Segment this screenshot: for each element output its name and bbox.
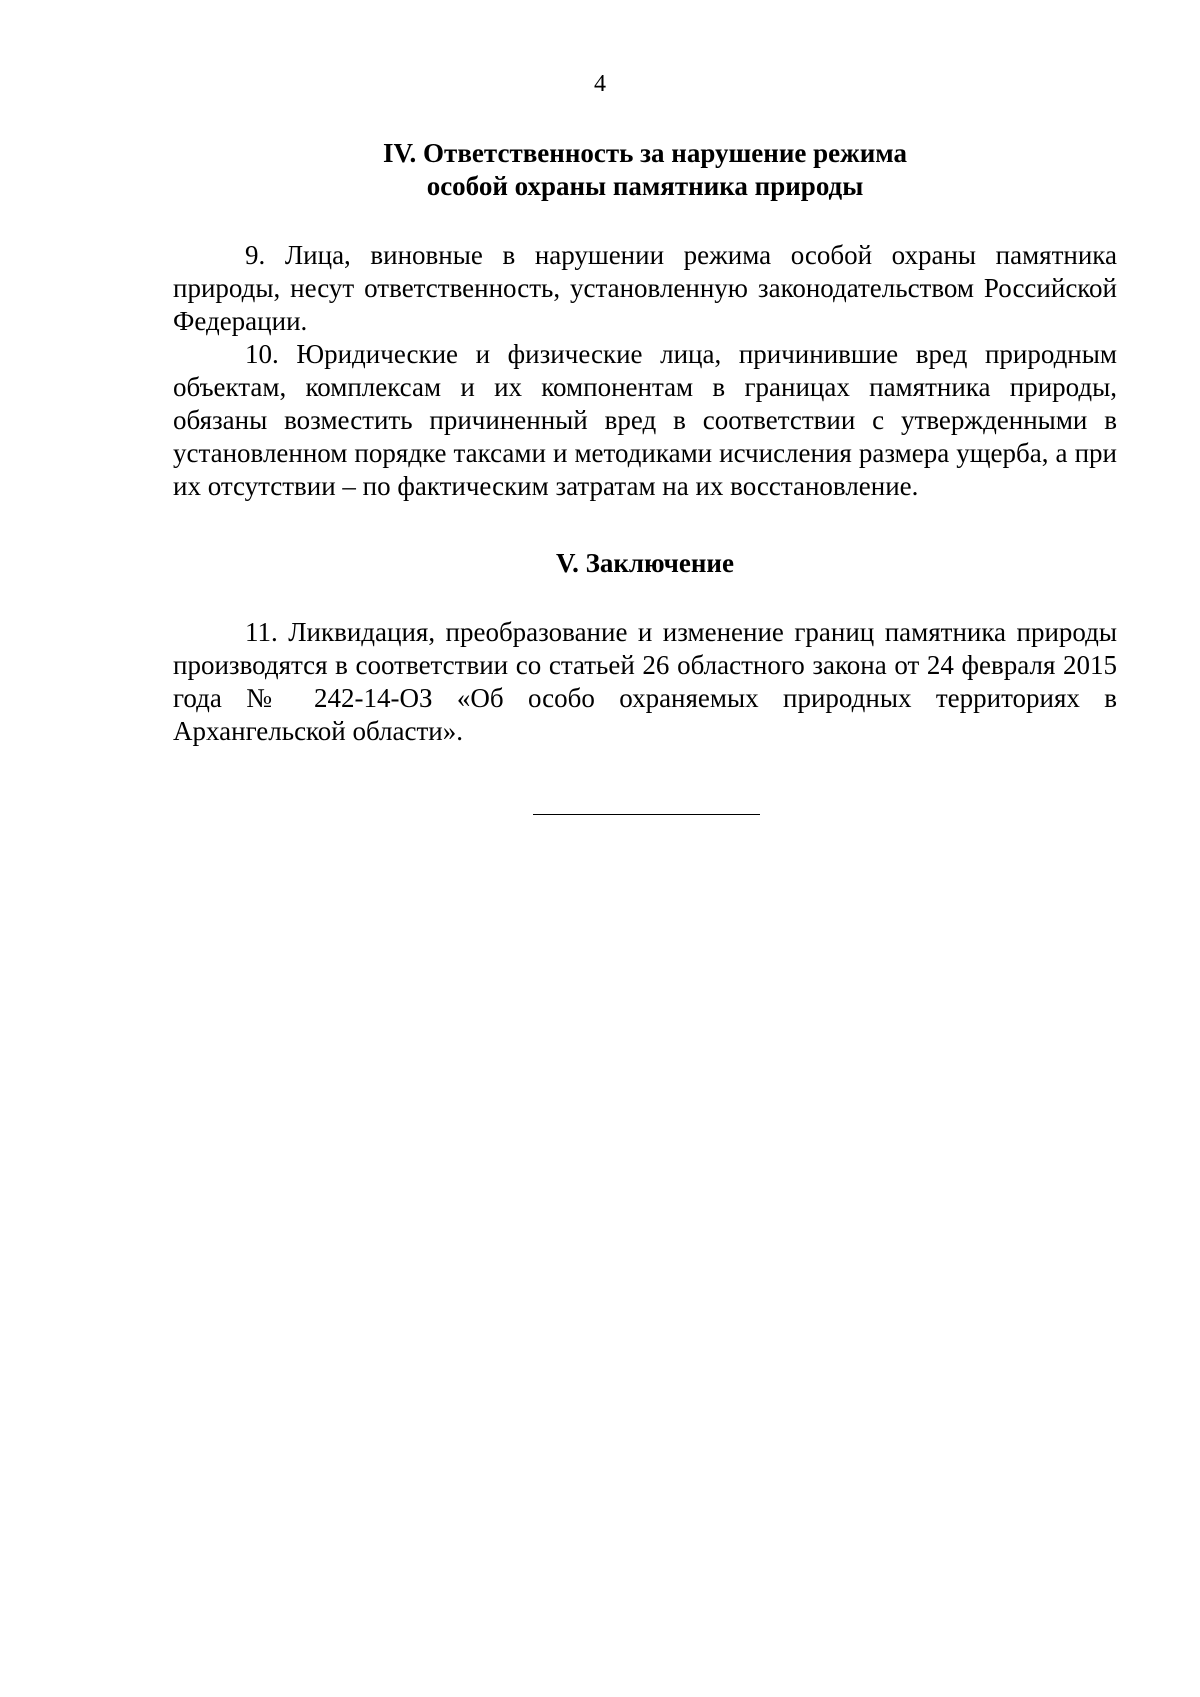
section-heading-iv [173,137,1117,203]
section-heading-iv-line-2: особой охраны памятника природы [426,171,864,201]
page-number: 4 [594,71,606,97]
paragraph-11: 11. Ликвидация, преобразование и изменение границ памятника природы производятся в соответствии со статьей 26 областного закона от 24 февраля 2015 года № 242-14-ОЗ «Об особо охраняемых природных территориях в Архангельской области». [173,617,1117,746]
closing-divider [533,814,760,815]
paragraph-10: 10. Юридические и физические лица, причинившие вред природным объектам, комплексам и их компонентам в границах памятника природы, обязаны возместить причиненный вред в соответствии с утвержденными в установленном порядке таксами и методиками исчисления размера ущерба, а при их отсутствии – по фактическим затратам на их восстановление. [173,339,1117,501]
paragraph-9: 9. Лица, виновные в нарушении режима особой охраны памятника природы, несут ответственность, установленную законодательством Российской Федерации. [173,240,1117,336]
document-body [173,137,1117,748]
section-heading-v: V. Заключение [556,548,734,578]
section-heading-iv-line-1: IV. Ответственность за нарушение режима [383,138,907,168]
